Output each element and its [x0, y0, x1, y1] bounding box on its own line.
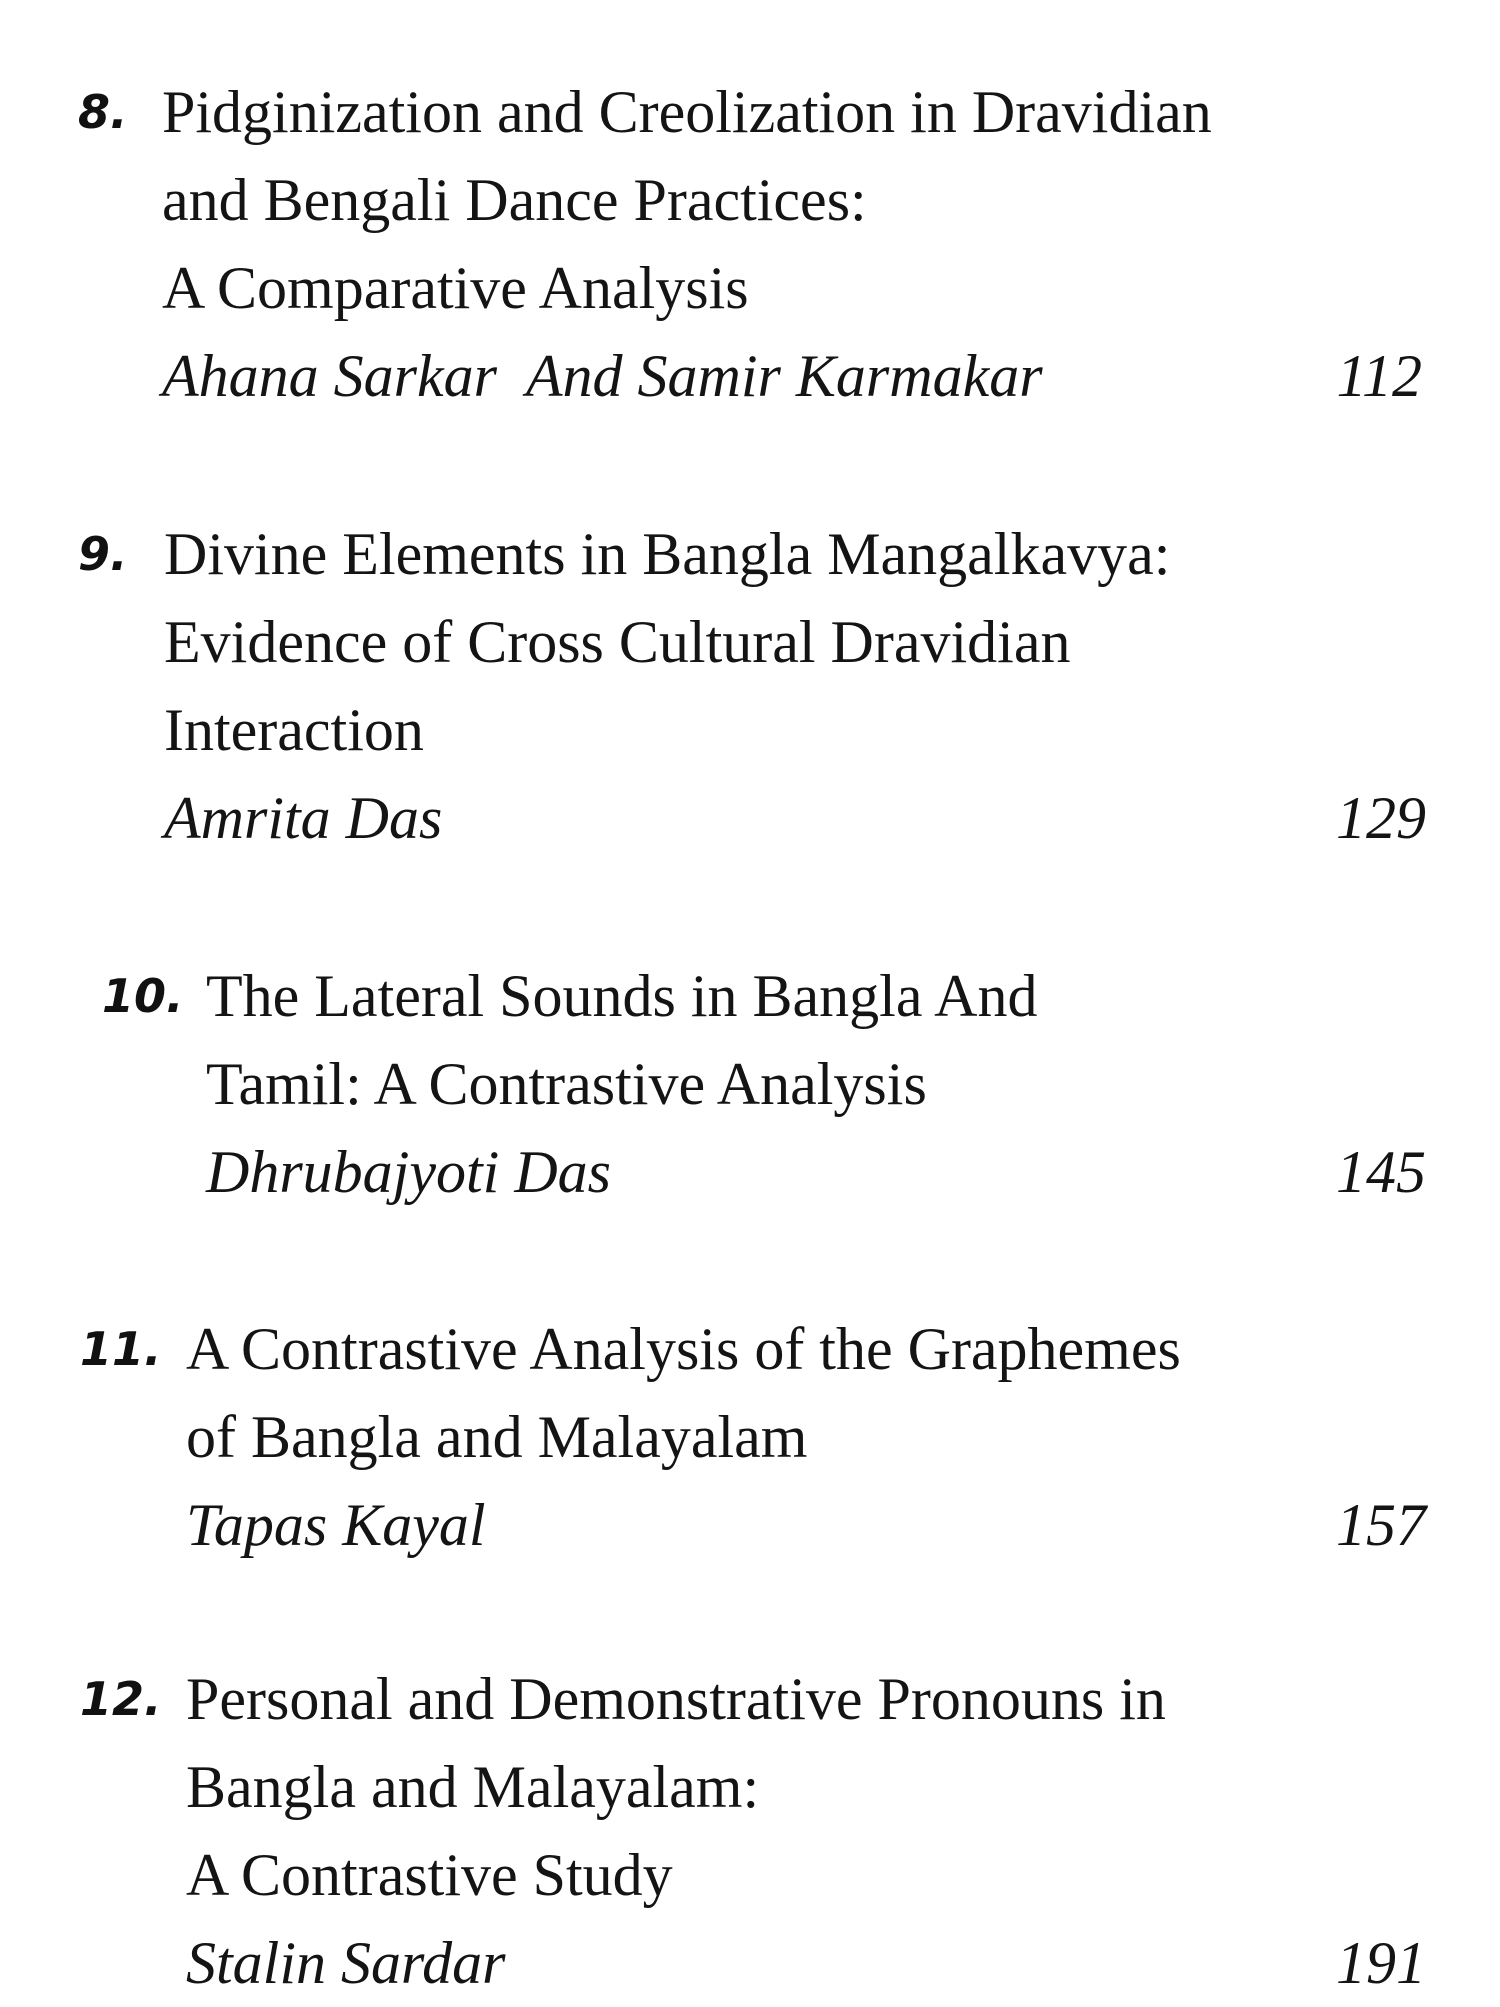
- author-row: [164, 774, 1426, 862]
- entry-title-line: Pidginization and Creolization in Dravidian: [162, 79, 1212, 145]
- entry-page-number: 191: [1336, 1930, 1426, 1996]
- entry-title-line: Evidence of Cross Cultural Dravidian: [164, 609, 1071, 675]
- entry-title-line: Interaction: [164, 697, 424, 763]
- entry-number: 12.: [80, 1672, 162, 1726]
- entry-author: Tapas Kayal: [186, 1492, 486, 1558]
- entry-title-line: A Contrastive Study: [186, 1842, 673, 1908]
- entry-number: 10.: [102, 969, 184, 1023]
- entry-page-number: 129: [1336, 785, 1426, 851]
- entry-title-line: Tamil: A Contrastive Analysis: [206, 1051, 927, 1117]
- entry-author: Dhrubajyoti Das: [206, 1139, 611, 1205]
- author-row: [186, 1919, 1426, 2007]
- entry-title-line: Bangla and Malayalam:: [186, 1754, 760, 1820]
- entry-author: Amrita Das: [164, 785, 443, 851]
- entry-page-number: 145: [1336, 1139, 1426, 1205]
- entry-title-line: of Bangla and Malayalam: [186, 1404, 808, 1470]
- entry-body: [162, 68, 1422, 420]
- author-row: [162, 332, 1422, 420]
- entry-body: [186, 1655, 1426, 2007]
- entry-author: Stalin Sardar: [186, 1930, 506, 1996]
- entry-title-line: A Contrastive Analysis of the Graphemes: [186, 1316, 1181, 1382]
- entry-title-line: and Bengali Dance Practices:: [162, 167, 867, 233]
- entry-page-number: 112: [1336, 343, 1422, 409]
- author-row: [206, 1128, 1426, 1216]
- entry-number: 11.: [80, 1322, 162, 1376]
- entry-number: 9.: [78, 527, 128, 581]
- entry-title-line: Divine Elements in Bangla Mangalkavya:: [164, 521, 1171, 587]
- entry-body: [164, 510, 1426, 862]
- entry-title-line: A Comparative Analysis: [162, 255, 749, 321]
- entry-page-number: 157: [1336, 1492, 1426, 1558]
- entry-body: [186, 1305, 1426, 1569]
- entry-number: 8.: [78, 85, 128, 139]
- entry-title-line: Personal and Demonstrative Pronouns in: [186, 1666, 1166, 1732]
- author-row: [186, 1481, 1426, 1569]
- entry-author: Ahana Sarkar And Samir Karmakar: [162, 343, 1043, 409]
- entry-body: [206, 952, 1426, 1216]
- entry-title-line: The Lateral Sounds in Bangla And: [206, 963, 1038, 1029]
